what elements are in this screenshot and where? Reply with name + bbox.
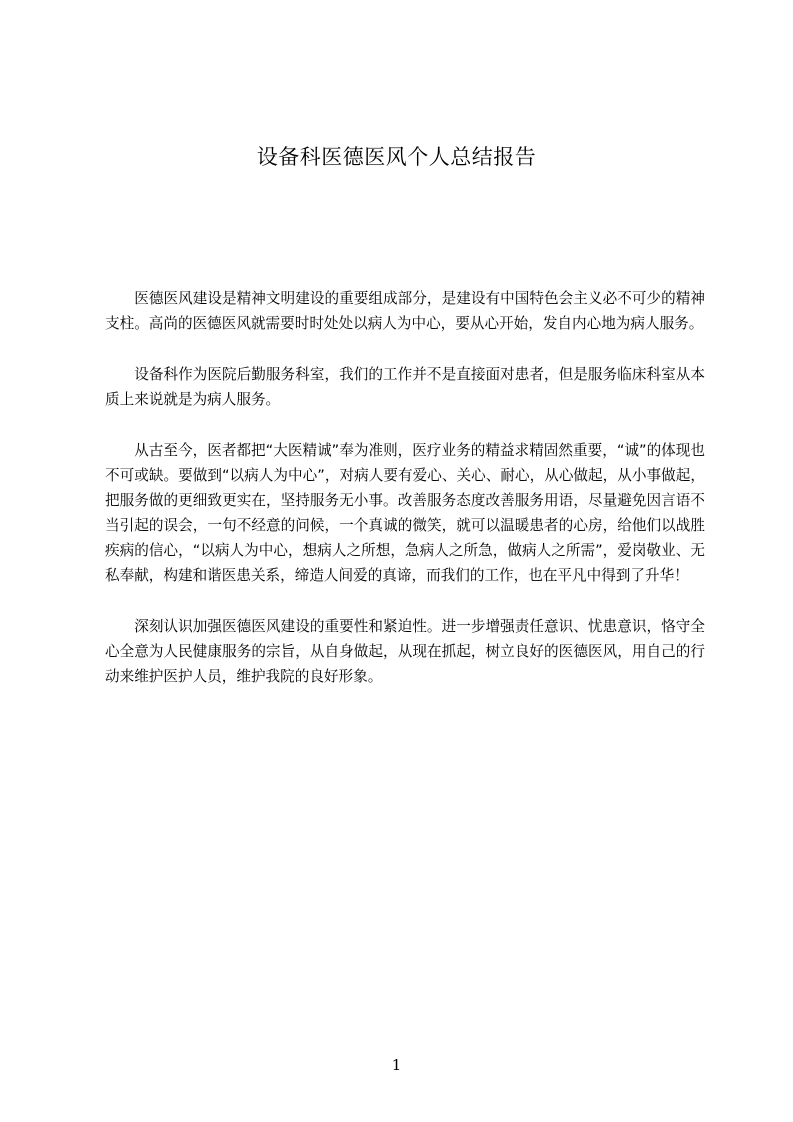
paragraph: 医德医风建设是精神文明建设的重要组成部分，是建设有中国特色会主义必不可少的精神支柱。高尚的医德医风就需要时时处处以病人为中心，要从心开始，发自内心地为病人服务。	[105, 290, 705, 332]
document-title: 设备科医德医风个人总结报告	[256, 145, 537, 169]
paragraph: 深刻认识加强医德医风建设的重要性和紧迫性。进一步增强责任意识、忧患意识，恪守全心全意为人民健康服务的宗旨，从自身做起，从现在抓起，树立良好的医德医风，用自己的行动来维护医护人员，维护我院的良好形象。	[105, 618, 705, 685]
page-number: 1	[391, 1056, 402, 1074]
paragraph: 从古至今，医者都把“大医精诚”奉为准则，医疗业务的精益求精固然重要，“诚”的体现也不可或缺。要做到“以病人为中心”，对病人要有爱心、关心、耐心，从心做起，从小事做起，把服务做的更细致更实在，坚持服务无小事。改善服务态度改善服务用语，尽量避免因言语不当引起的误会，一句不经意的问候，一个真诚的微笑，就可以温暖患者的心房，给他们以战胜疾病的信心，“以病人为中心，想病人之所想，急病人之所急，做病人之所需”，爱岗敬业、无私奉献，构建和谐医患关系，缔造人间爱的真谛，而我们的工作，也在平凡中得到了升华！	[105, 442, 705, 584]
paragraph: 设备科作为医院后勤服务科室，我们的工作并不是直接面对患者，但是服务临床科室从本质上来说就是为病人服务。	[105, 366, 705, 408]
document-body	[105, 286, 705, 715]
